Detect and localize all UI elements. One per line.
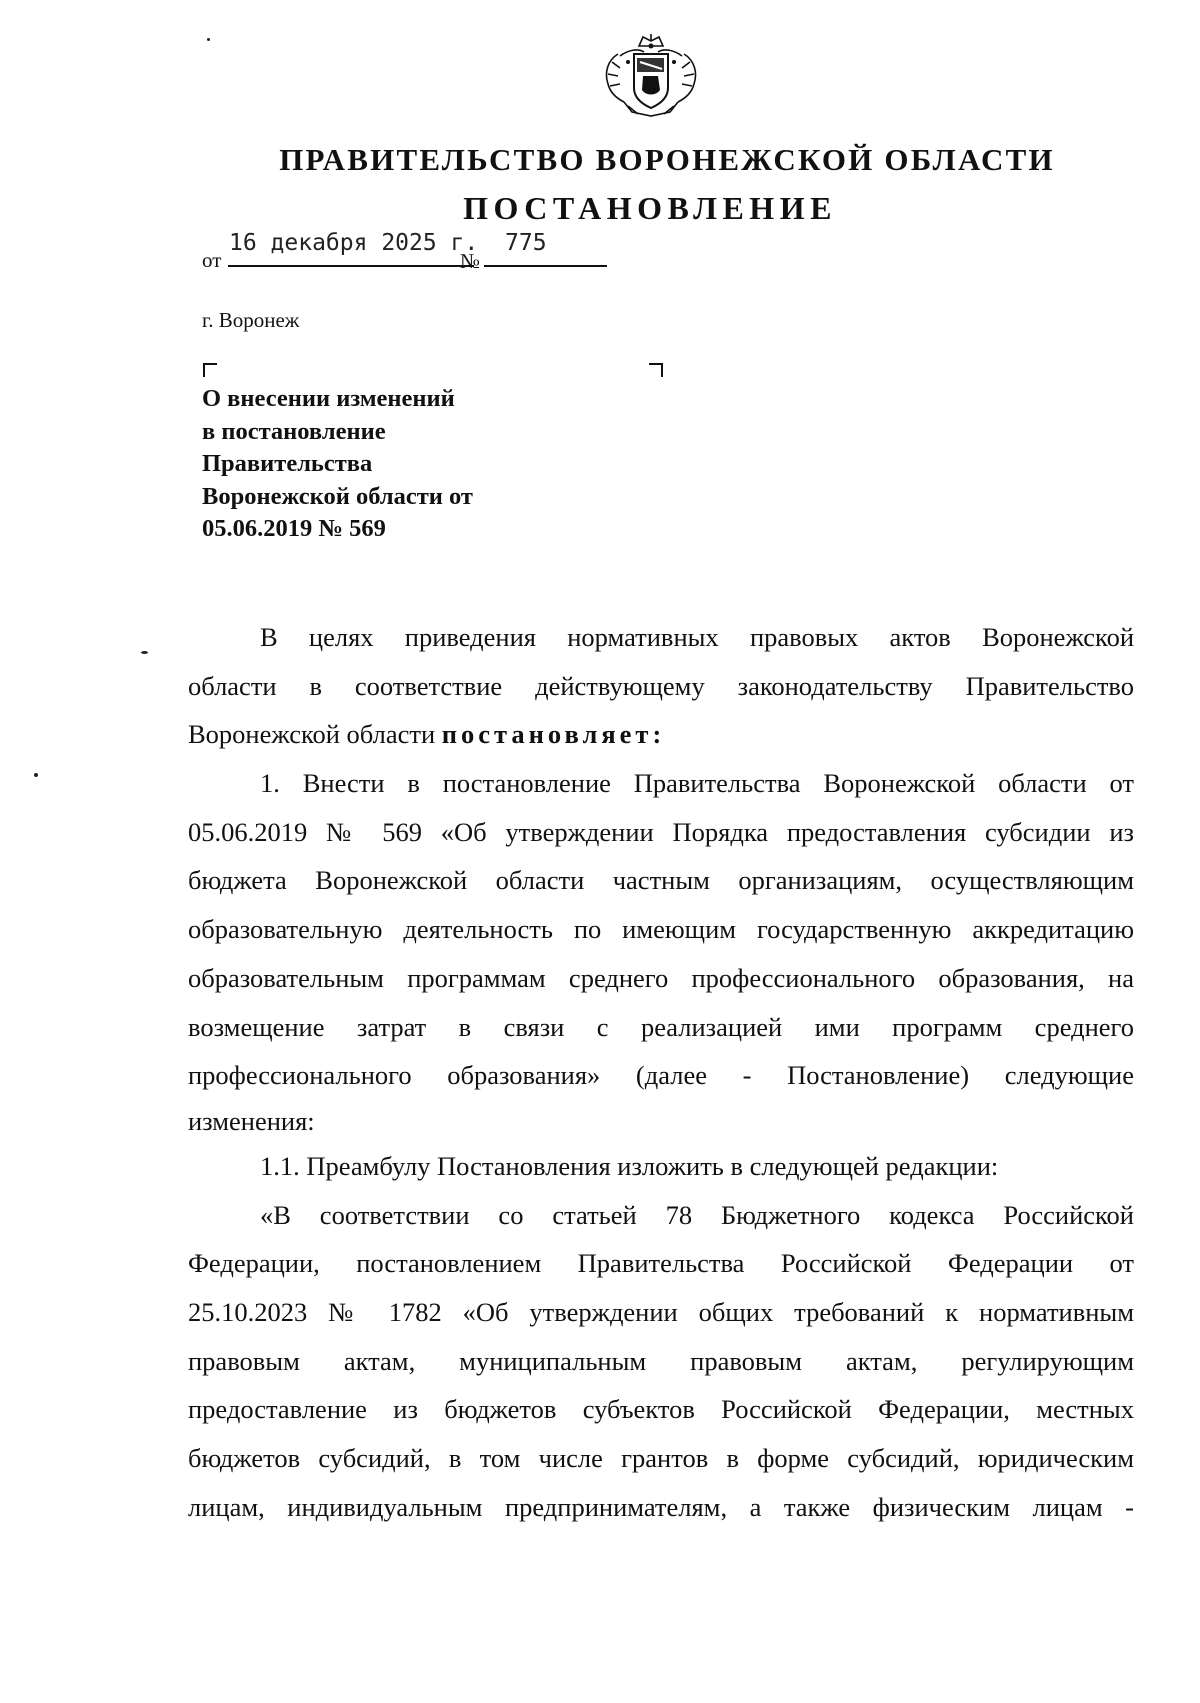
item-1-1-text-line: Федерации, постановлением Правительства Российской Федерации от: [188, 1248, 1134, 1279]
item-1-line: 05.06.2019 № 569 «Об утверждении Порядка предоставления субсидии из: [188, 816, 1134, 847]
document-type-title: ПОСТАНОВЛЕНИЕ: [463, 190, 837, 226]
item-1-1-text-line: правовым актам, муниципальным правовым актам, регулирующим: [188, 1345, 1134, 1376]
item-1-1-line: 1.1. Преамбулу Постановления изложить в следующей редакции:: [260, 1150, 999, 1181]
subject-line: Правительства: [202, 450, 373, 477]
from-label: от: [202, 248, 222, 272]
item-1-line: возмещение затрат в связи с реализацией ими программ среднего: [188, 1011, 1134, 1042]
date-number-row: [202, 230, 672, 292]
subject-line: 05.06.2019 № 569: [202, 515, 386, 542]
item-1-line: 1. Внести в постановление Правительства Воронежской области от: [260, 768, 1134, 799]
preamble-line: области в соответствие действующему законодательству Правительство: [188, 670, 1134, 701]
item-1-line: изменения:: [188, 1105, 315, 1136]
item-1-1-text-line: «В соответствии со статьей 78 Бюджетного кодекса Российской: [260, 1199, 1134, 1230]
subject-line: О внесении изменений: [202, 385, 455, 412]
item-1-line: бюджета Воронежской области частным организациям, осуществляющим: [188, 865, 1134, 896]
item-1-1-text-line: предоставление из бюджетов субъектов Российской Федерации, местных: [188, 1394, 1134, 1425]
item-1-line: образовательным программам среднего профессионального образования, на: [188, 962, 1134, 993]
document-subject: [202, 383, 473, 546]
scan-speck: [34, 773, 38, 777]
preamble-text: Воронежской области: [188, 719, 442, 750]
document-number: 775: [505, 230, 547, 256]
subject-corner-right: [649, 363, 663, 377]
decree-word: постановляет:: [441, 719, 666, 750]
item-1-1-text-line: бюджетов субсидий, в том числе грантов в форме субсидий, юридическим: [188, 1443, 1134, 1473]
item-1-line: профессионального образования» (далее - Постановление) следующие: [188, 1060, 1134, 1091]
document-body: [188, 613, 1134, 1531]
city-name: г. Воронеж: [202, 308, 300, 332]
coat-of-arms-emblem: [598, 32, 704, 120]
scan-speck: [141, 651, 148, 654]
preamble-last-line: [188, 710, 1134, 759]
item-1-1-text-line: 25.10.2023 № 1782 «Об утверждении общих требований к нормативным: [188, 1296, 1134, 1327]
item-1-1-text-line: лицам, индивидуальным предпринимателям, а также физическим лицам -: [188, 1491, 1134, 1522]
subject-line: в постановление: [202, 417, 386, 445]
item-1-line: образовательную деятельность по имеющим государственную аккредитацию: [188, 914, 1134, 945]
subject-line: Воронежской области от: [202, 482, 473, 510]
scan-speck: [207, 38, 210, 41]
number-underline: [484, 265, 607, 267]
document-date: 16 декабря 2025 г.: [229, 230, 479, 256]
subject-corner-left: [203, 363, 217, 377]
government-name: ПРАВИТЕЛЬСТВО ВОРОНЕЖСКОЙ ОБЛАСТИ: [279, 142, 1055, 177]
preamble-line: В целях приведения нормативных правовых актов Воронежской: [260, 622, 1134, 652]
number-label: №: [460, 249, 481, 273]
date-underline: [228, 265, 474, 267]
